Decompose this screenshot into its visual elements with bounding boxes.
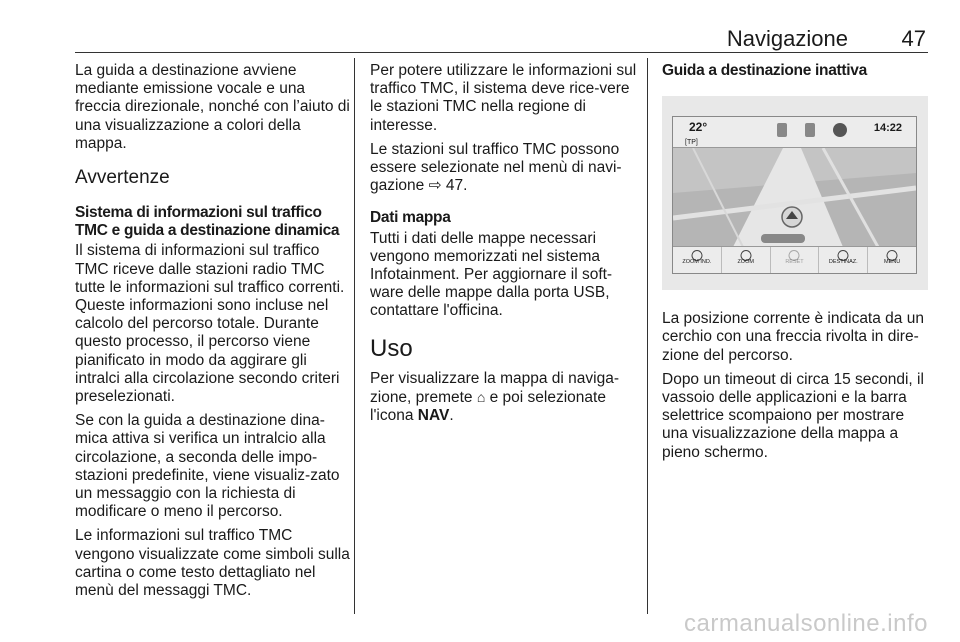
subheading-tmc: Sistema di informazioni sul traffico TMC e guida a destinazione dinamica: [75, 204, 340, 240]
section-heading-avvertenze: Avvertenze: [75, 167, 170, 189]
zoom-button[interactable]: ZOOM: [722, 247, 771, 273]
paragraph-with-reference: [370, 141, 640, 196]
paragraph-text: e poi selezionate l'icona: [370, 388, 606, 425]
nav-keyword: NAV: [417, 407, 450, 425]
media-icon: [777, 123, 787, 137]
header-divider: [75, 52, 928, 53]
paragraph-end: .: [449, 407, 454, 425]
subheading-guida-inattiva: Guida a destinazione inattiva: [662, 62, 867, 79]
column-divider-left: [354, 58, 355, 614]
paragraph-text: Per visualizzare la mappa di naviga-zione, premete: [370, 369, 619, 406]
screen-status-bar: [673, 117, 916, 148]
menu-button[interactable]: MENU: [868, 247, 916, 273]
zoom-out-button[interactable]: ZOOM IND.: [673, 247, 722, 273]
page-number: 47: [901, 26, 926, 51]
nav-source-icon: [833, 123, 847, 137]
navigation-screenshot: [662, 96, 928, 290]
screen-button-bar: [673, 246, 916, 273]
paragraph: La posizione corrente è indicata da un cerchio con una freccia rivolta in dire-zione del percorso.: [662, 310, 924, 364]
tp-indicator: [TP]: [685, 139, 698, 147]
reset-button[interactable]: RESET: [771, 247, 820, 273]
column-1: [75, 62, 350, 606]
section-heading-uso: Uso: [370, 334, 413, 362]
street-label-bubble: [761, 234, 805, 243]
paragraph: Le informazioni sul traffico TMC vengono visualizzate come simboli sulla cartina o come testo dettagliato nel menù del messaggi TMC.: [75, 527, 350, 600]
paragraph: Tutti i dati delle mappe necessari vengono memorizzati nel sistema Infotainment. Per aggiornare il soft-ware delle mappe dalla porta USB, contattare l'officina.: [370, 229, 613, 320]
map-view: [673, 148, 916, 247]
paragraph: Il sistema di informazioni sul traffico TMC riceve dalle stazioni radio TMC tutte le informazioni sul traffico correnti. Queste informazioni sono incluse nel calcolo del percorso totale. Durante questo processo, il percorso viene pianificato in modo da aggirare gli intralci alla circolazione secondo criteri preselezionati.: [75, 242, 345, 406]
column-3: [662, 62, 928, 468]
intro-paragraph: La guida a destinazione avviene mediante emissione vocale e una freccia direzionale, nonché con l’aiuto di una visualizzazione a colori della mappa.: [75, 62, 350, 152]
paragraph: Se con la guida a destinazione dina-mica attiva si verifica un intralcio alla circolazione, a seconda delle impo-stazioni predefinite, viene visualiz-zato un messaggio con la richiesta di modificare o meno il percorso.: [75, 412, 340, 521]
paragraph-text: Le stazioni sul traffico TMC possono essere selezionate nel menù di navi-gazione: [370, 140, 622, 195]
infotainment-screen: [672, 116, 917, 274]
home-icon: ⌂: [476, 388, 486, 405]
destination-button[interactable]: DESTINAZ.: [819, 247, 868, 273]
paragraph-uso: [370, 370, 640, 426]
subheading-dati-mappa: Dati mappa: [370, 209, 451, 227]
phone-icon: [805, 123, 815, 137]
temperature: 22°: [689, 120, 708, 135]
clock: 14:22: [873, 122, 902, 135]
paragraph: Dopo un timeout di circa 15 secondi, il vassoio delle applicazioni e la barra selettrice scompaiono per mostrare una visualizzazione della mappa a pieno schermo.: [662, 370, 924, 461]
column-divider-right: [647, 58, 648, 614]
column-2: [370, 62, 640, 431]
paragraph: Per potere utilizzare le informazioni sul traffico TMC, il sistema deve rice-vere le stazioni TMC nella regione di interesse.: [370, 62, 637, 134]
page-header: [75, 27, 928, 51]
page-title: Navigazione: [726, 26, 848, 51]
watermark: carmanualsonline.info: [684, 610, 928, 637]
cross-reference-page[interactable]: 47.: [445, 177, 468, 195]
cross-reference-icon: ⇨: [428, 177, 442, 195]
